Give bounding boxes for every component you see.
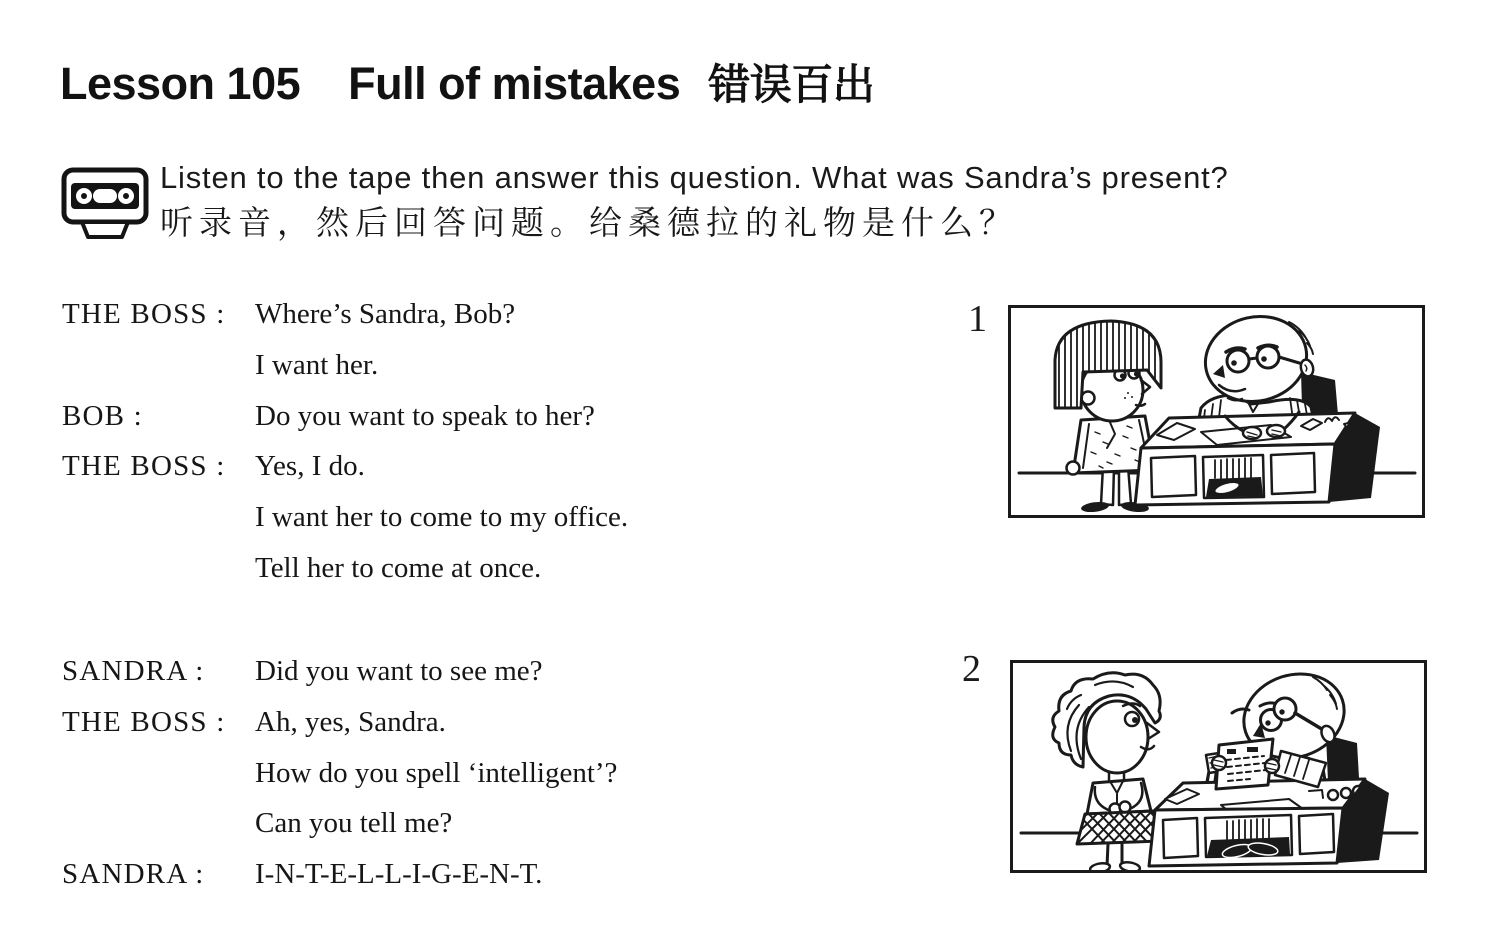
sandra-and-boss-reading-letter-drawing — [1013, 663, 1424, 870]
instruction-text — [160, 158, 1229, 247]
bob-and-boss-at-desk-drawing — [1011, 308, 1422, 515]
dialogue-line: Do you want to speak to her? — [255, 399, 595, 432]
sandra-figure — [1053, 673, 1167, 870]
dialogue-row — [62, 646, 617, 697]
lesson-title-chinese: 错误百出 — [708, 61, 875, 108]
instruction-english: Listen to the tape then answer this question. What was Sandra’s present? — [160, 160, 1229, 195]
dialogue-line: I want her. — [255, 348, 379, 381]
dialogue-row — [62, 391, 628, 442]
dialogue-row — [62, 697, 617, 748]
illustration-panel-1 — [1008, 305, 1425, 518]
dialogue-block-1 — [62, 289, 628, 594]
dialogue-row — [62, 441, 628, 492]
cassette-tape-icon — [60, 166, 150, 242]
dialogue-line: Yes, I do. — [255, 450, 365, 483]
dialogue-block-2 — [62, 646, 617, 900]
dialogue-row — [62, 289, 628, 340]
dialogue-row — [62, 492, 628, 543]
dialogue-speaker: BOB : — [62, 399, 143, 432]
dialogue-speaker — [62, 340, 255, 391]
dialogue-speaker: THE BOSS : — [62, 298, 226, 330]
dialogue-line: How do you spell ‘intelligent’? — [255, 756, 618, 789]
lesson-number: Lesson 105 — [60, 58, 301, 109]
dialogue-row — [62, 340, 628, 391]
dialogue-line: Did you want to see me? — [255, 655, 543, 687]
dialogue-row — [62, 798, 617, 849]
dialogue-speaker: THE BOSS : — [62, 705, 226, 738]
instruction-chinese: 听录音，然后回答问题。给桑德拉的礼物是什么？ — [160, 206, 1018, 242]
dialogue-speaker — [62, 798, 255, 849]
dialogue-row — [62, 849, 617, 900]
desk — [1135, 412, 1380, 505]
dialogue-speaker: THE BOSS : — [62, 450, 226, 483]
dialogue-speaker — [62, 543, 255, 594]
dialogue-line: Can you tell me? — [255, 807, 453, 840]
dialogue-line: Ah, yes, Sandra. — [255, 705, 446, 738]
lesson-title-english: Full of mistakes — [348, 58, 681, 109]
figure-1-number: 1 — [968, 298, 987, 340]
dialogue-row — [62, 543, 628, 594]
dialogue-line: Tell her to come at once. — [255, 551, 542, 584]
dialogue-line: I want her to come to my office. — [255, 501, 629, 534]
dialogue-row — [62, 748, 617, 799]
dialogue-line: I-N-T-E-L-L-I-G-E-N-T. — [255, 858, 543, 891]
illustration-panel-2 — [1010, 660, 1427, 873]
figure-2-number: 2 — [962, 648, 981, 690]
dialogue-line: Where’s Sandra, Bob? — [255, 298, 516, 330]
dialogue-speaker: SANDRA : — [62, 858, 205, 891]
dialogue-speaker — [62, 492, 255, 543]
dialogue-speaker: SANDRA : — [62, 655, 205, 687]
dialogue-speaker — [62, 748, 255, 799]
listening-instruction — [60, 158, 1229, 247]
page-title — [60, 52, 874, 112]
